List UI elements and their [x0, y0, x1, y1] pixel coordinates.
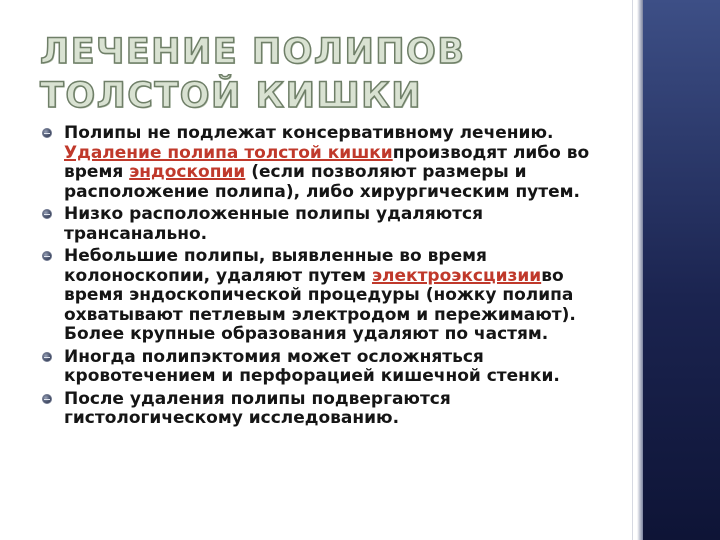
- circle-bullet-icon: [42, 394, 52, 404]
- side-accent-bar: [643, 0, 720, 540]
- list-item: [40, 205, 600, 244]
- item-text: После удаления полипы подвергаются гистологическому исследованию.: [64, 388, 451, 428]
- circle-bullet-icon: [42, 352, 52, 362]
- circle-bullet-icon: [42, 251, 52, 261]
- circle-bullet-icon: [42, 128, 52, 138]
- item-text: Низко расположенные полипы удаляются трансанально.: [64, 204, 484, 244]
- item-text: во время эндоскопической процедуры (ножку полипа охватывают петлевым электродом и пережимают). Более крупные образования удаляют по частям.: [64, 265, 576, 344]
- item-text: Полипы не подлежат консервативному лечению.: [64, 123, 554, 143]
- bullet-list: [40, 124, 600, 432]
- circle-bullet-icon: [42, 209, 52, 219]
- item-text: (если позволяют размеры и расположение полипа), либо хирургическим путем.: [64, 162, 581, 202]
- slide-title: ЛЕЧЕНИЕ ПОЛИПОВ ТОЛСТОЙ КИШКИ: [40, 32, 466, 116]
- list-item: [40, 348, 600, 387]
- list-item: [40, 390, 600, 429]
- link-polyp-removal[interactable]: Удаление полипа толстой кишки: [64, 142, 393, 163]
- item-text: Иногда полипэктомия может осложняться кровотечением и перфорацией кишечной стенки.: [64, 346, 560, 386]
- item-text: производят либо во время: [64, 142, 590, 182]
- side-bar-divider: [632, 0, 633, 540]
- list-item: [40, 247, 600, 345]
- link-electroexcision[interactable]: электроэксцизии: [371, 265, 542, 286]
- link-endoscopy[interactable]: эндоскопии: [129, 162, 246, 182]
- list-item: [40, 124, 600, 202]
- item-text: Небольшие полипы, выявленные во время колоноскопии, удаляют путем: [64, 246, 487, 286]
